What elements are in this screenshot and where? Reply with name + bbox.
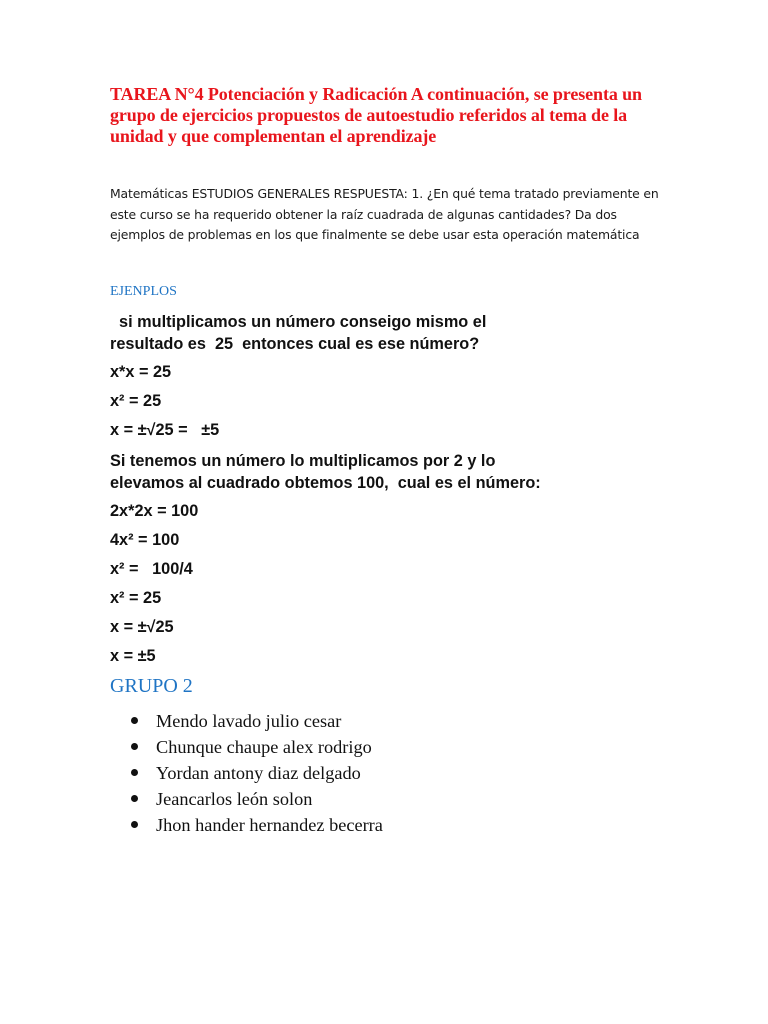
example2-question: Si tenemos un número lo multiplicamos por 2 y lo elevamos al cuadrado obtemos 100, cual es el número: — [110, 452, 541, 492]
example1-step: x = ±√25 = ±5 — [110, 421, 220, 439]
group-heading: GRUPO 2 — [110, 675, 193, 697]
group-member-list — [110, 708, 670, 838]
bullet-icon — [131, 821, 138, 828]
bullet-icon — [131, 743, 138, 750]
example2-step: 2x*2x = 100 — [110, 502, 199, 520]
intro-question: Matemáticas ESTUDIOS GENERALES RESPUESTA: 1. ¿En qué tema tratado previamente en este curso se ha requerido obtener la raíz cuadrada de algunas cantidades? Da dos ejemplos de problemas en los que finalmente se debe usar esta operación matemática — [110, 186, 659, 242]
bullet-icon — [131, 769, 138, 776]
list-item — [110, 812, 670, 838]
example2-step: x = ±5 — [110, 647, 156, 665]
list-item — [110, 708, 670, 734]
list-item — [110, 786, 670, 812]
member-name: Jhon hander hernandez becerra — [156, 815, 383, 835]
example2-step: 4x² = 100 — [110, 531, 180, 549]
examples-heading: EJENPLOS — [110, 284, 177, 299]
member-name: Jeancarlos león solon — [156, 789, 313, 809]
list-item — [110, 760, 670, 786]
assignment-title: TAREA N°4 Potenciación y Radicación A continuación, se presenta un grupo de ejercicios propuestos de autoestudio referidos al tema de la unidad y que complementan el aprendizaje — [110, 84, 642, 146]
example2-step: x² = 100/4 — [110, 560, 193, 578]
example1-step: x*x = 25 — [110, 363, 172, 381]
example2-step: x = ±√25 — [110, 618, 174, 636]
example2-step: x² = 25 — [110, 589, 162, 607]
bullet-icon — [131, 717, 138, 724]
member-name: Yordan antony diaz delgado — [156, 763, 361, 783]
example1-step: x² = 25 — [110, 392, 162, 410]
list-item — [110, 734, 670, 760]
member-name: Chunque chaupe alex rodrigo — [156, 737, 372, 757]
example1-question: si multiplicamos un número conseigo mismo el resultado es 25 entonces cual es ese número? — [110, 313, 487, 353]
member-name: Mendo lavado julio cesar — [156, 711, 342, 731]
bullet-icon — [131, 795, 138, 802]
